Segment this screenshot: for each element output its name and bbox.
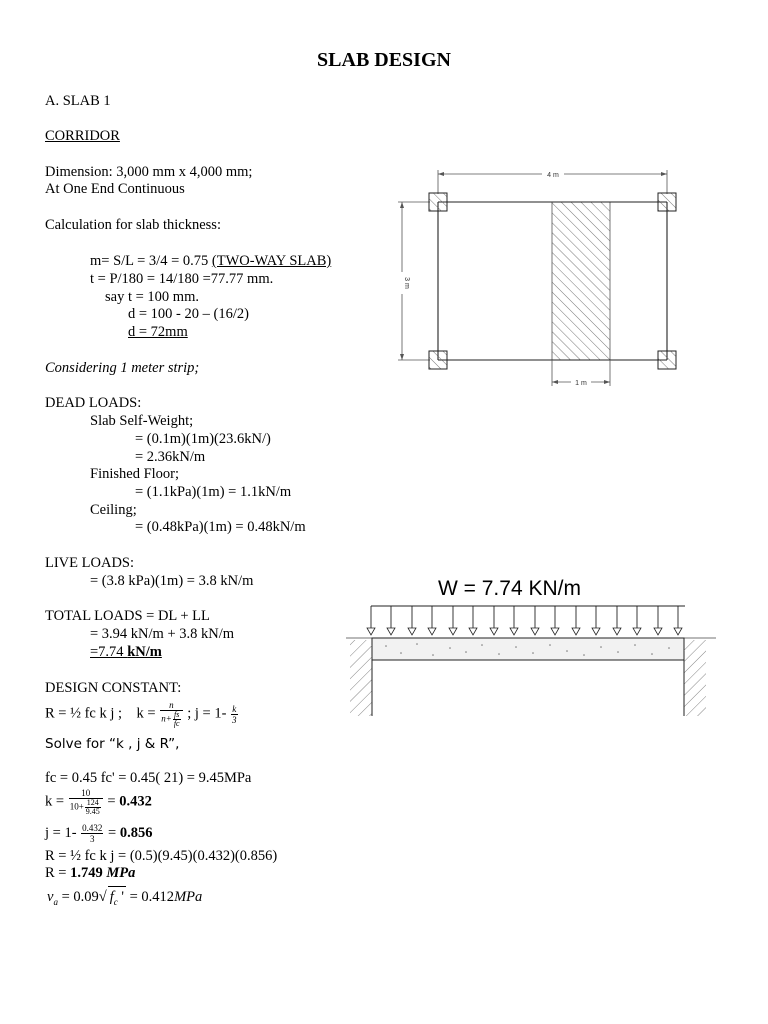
k-calc-numerator: 10 [69, 788, 103, 799]
total-loads-unit: kN/m [127, 644, 162, 660]
column-bottom-right [658, 351, 676, 369]
finished-floor-equation: = (1.1kPa)(1m) = 1.1kN/m [135, 484, 292, 500]
page-title: SLAB DESIGN [317, 49, 451, 71]
k-formula-numerator: n [160, 700, 182, 711]
k-calc-den-a: 10+ [69, 801, 84, 812]
total-loads-result [90, 644, 162, 661]
column-top-right [658, 193, 676, 211]
ceiling-label: Ceiling; [90, 502, 137, 518]
left-support [350, 640, 372, 716]
va-root-prime: ' [117, 889, 124, 905]
fc-line: fc = 0.45 fc' = 0.45( 21) = 9.45MPa [45, 770, 252, 786]
depth-calc-line: d = 100 - 20 – (16/2) [128, 306, 249, 322]
left-dimension-label: 3 m [403, 277, 410, 289]
va-subscript: a [53, 896, 58, 907]
calc-heading: Calculation for slab thickness: [45, 217, 221, 233]
column-bottom-left [429, 351, 447, 369]
design-constant-heading: DESIGN CONSTANT: [45, 680, 182, 696]
total-loads-value: =7.74 [90, 644, 128, 660]
m-ratio-text: m= S/L = 3/4 = 0.75 [90, 253, 212, 269]
dead-loads-heading: DEAD LOADS: [45, 395, 142, 411]
live-loads-heading: LIVE LOADS: [45, 555, 135, 571]
va-unit: MPa [174, 889, 203, 905]
k-calc-denominator [69, 799, 103, 816]
k-calc-value: 0.432 [119, 793, 152, 810]
j-calc-denominator: 3 [90, 834, 95, 845]
va-value: = 0.412 [126, 889, 175, 905]
r-formula: R = ½ fc k j ; [45, 705, 123, 722]
k-calc-label: k = [45, 793, 65, 810]
k-formula-inner-den: fc [173, 719, 180, 728]
self-weight-equation: = (0.1m)(1m)(23.6kN/) [135, 431, 271, 447]
column-top-left [429, 193, 447, 211]
design-constant-formulas [45, 700, 239, 728]
k-calc-line [45, 788, 152, 816]
r-result-line [45, 865, 135, 882]
thickness-line: t = P/180 = 14/180 =77.77 mm. [90, 271, 274, 287]
j-calc-numerator: 0.432 [82, 823, 103, 834]
total-loads-heading: TOTAL LOADS = DL + LL [45, 608, 210, 624]
subsection-heading: CORRIDOR [45, 128, 120, 144]
j-formula-numerator: k [232, 703, 237, 714]
r-result-value: 1.749 [70, 865, 107, 881]
va-symbol: v [47, 889, 54, 905]
j-calc-value: 0.856 [119, 825, 153, 841]
strip-hatch [552, 202, 610, 360]
total-loads-sum: = 3.94 kN/m + 3.8 kN/m [90, 626, 235, 642]
va-root [108, 886, 126, 912]
va-root-sub: c [113, 896, 118, 907]
finished-floor-label: Finished Floor; [90, 466, 180, 482]
live-loads-equation: = (3.8 kPa)(1m) = 3.8 kN/m [90, 573, 254, 589]
k-formula-den-a: n+ [161, 713, 172, 724]
k-formula-inner-num: fs [174, 710, 180, 719]
r-calc-line: R = ½ fc k j = (0.5)(9.45)(0.432)(0.856) [45, 848, 278, 864]
self-weight-label: Slab Self-Weight; [90, 413, 194, 429]
va-root-f: f [109, 889, 114, 905]
m-ratio-line [90, 253, 331, 270]
k-calc-inner-fraction [85, 799, 101, 816]
ceiling-equation: = (0.48kPa)(1m) = 0.48kN/m [135, 519, 306, 535]
j-calc-equals: = [108, 825, 120, 841]
k-formula-label: k = [136, 705, 156, 722]
solve-line: Solve for “k , j & R”, [45, 736, 180, 752]
r-result-prefix: R = [45, 865, 71, 881]
load-arrows [367, 606, 682, 635]
j-calc-label: j = 1- [45, 825, 77, 841]
top-dimension-label: 4 m [547, 172, 559, 179]
self-weight-value: = 2.36kN/m [135, 449, 206, 465]
load-diagram [338, 600, 720, 718]
load-label: W = 7.74 KN/m [438, 577, 581, 600]
say-thickness-line: say t = 100 mm. [105, 289, 199, 305]
strip-note: Considering 1 meter strip; [45, 360, 200, 376]
k-calc-fraction [69, 788, 103, 816]
slab-type: (TWO-WAY SLAB) [211, 253, 332, 269]
va-line: $v_a = 0.09√$ $f_c$ ' = 0.412MPa [47, 886, 202, 912]
j-formula-label: ; j = 1- [187, 705, 227, 722]
k-calc-inner-num: 124 [86, 798, 99, 807]
slab-plan-diagram [390, 160, 690, 395]
right-support [684, 640, 706, 716]
dimension-text: Dimension: 3,000 mm x 4,000 mm; [45, 164, 253, 180]
k-formula-fraction [160, 700, 182, 728]
va-coefficient: = 0.09 [57, 889, 99, 905]
j-calc-fraction [81, 823, 103, 844]
k-formula-inner-fraction [173, 711, 181, 728]
section-heading: A. SLAB 1 [45, 93, 111, 109]
j-calc-line [45, 820, 152, 846]
strip-dimension-label: 1 m [575, 380, 587, 387]
depth-result-line: d = 72mm [128, 324, 188, 340]
k-formula-denominator [160, 711, 182, 728]
j-formula-denominator: 3 [232, 714, 237, 725]
j-formula-fraction [231, 704, 238, 725]
k-calc-equals: = [107, 793, 120, 810]
k-calc-inner-den: 9.45 [85, 807, 100, 816]
continuity-text: At One End Continuous [45, 181, 185, 197]
r-result-unit: MPa [106, 865, 136, 881]
slab-section [372, 638, 684, 660]
